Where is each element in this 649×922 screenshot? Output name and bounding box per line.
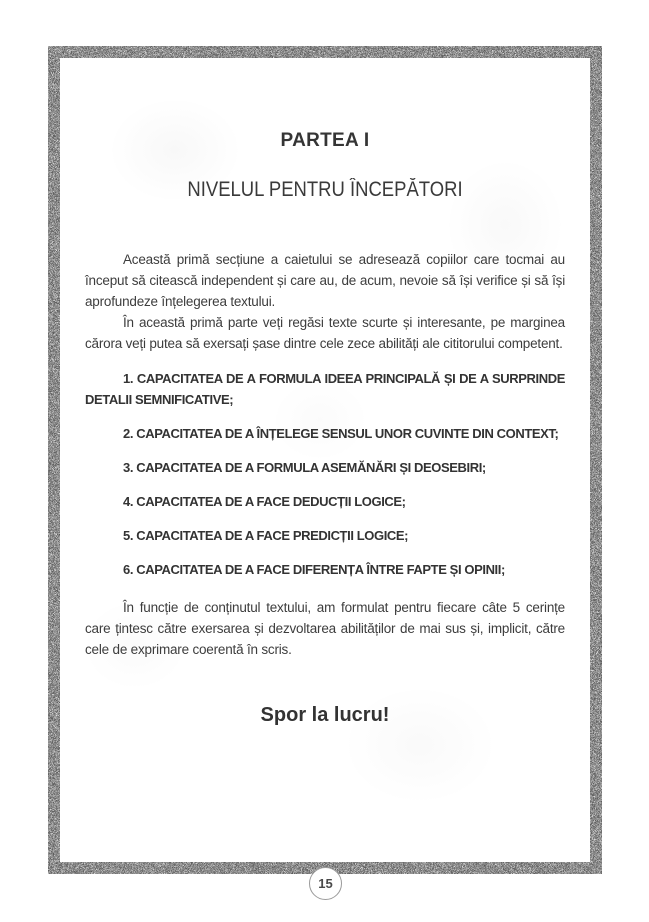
intro-paragraph-2: În această primă parte veți regăsi texte scurte și interesante, pe marginea cărora veți putea să exersați șase dintre cele zece abilități ale cititorului competent. xyxy=(85,315,565,351)
level-subtitle: NIVELUL PENTRU ÎNCEPĂTORI xyxy=(187,178,463,201)
page-number-badge xyxy=(309,867,342,900)
ability-item-1: 1. CAPACITATEA DE A FORMULA IDEEA PRINCIPALĂ ȘI DE A SURPRINDE DETALII SEMNIFICATIVE; xyxy=(85,371,565,407)
ability-item-3: 3. CAPACITATEA DE A FORMULA ASEMĂNĂRI ȘI DEOSEBIRI; xyxy=(123,460,486,475)
closing-paragraph: În funcție de conținutul textului, am formulat pentru fiecare câte 5 cerințe care țintesc către exersarea și dezvoltarea abilităților de mai sus și, implicit, către cele de exprimare coerentă în scris. xyxy=(85,600,565,657)
page-content xyxy=(85,46,565,727)
motto-text: Spor la lucru! xyxy=(260,704,390,726)
ability-item-2: 2. CAPACITATEA DE A ÎNȚELEGE SENSUL UNOR CUVINTE DIN CONTEXT; xyxy=(123,426,559,441)
intro-paragraph-1: Această primă secțiune a caietului se adresează copiilor care tocmai au început să citească independent și care au, de acum, nevoie să își verifice și să își aprofundeze înțelegerea textului. xyxy=(85,252,565,309)
ability-item-4: 4. CAPACITATEA DE A FACE DEDUCȚII LOGICE; xyxy=(123,494,406,509)
part-title: PARTEA I xyxy=(280,130,370,151)
ability-item-5: 5. CAPACITATEA DE A FACE PREDICȚII LOGICE; xyxy=(123,528,409,543)
ability-item-6: 6. CAPACITATEA DE A FACE DIFERENȚA ÎNTRE FAPTE ȘI OPINII; xyxy=(123,562,505,577)
page-number: 15 xyxy=(318,876,333,891)
